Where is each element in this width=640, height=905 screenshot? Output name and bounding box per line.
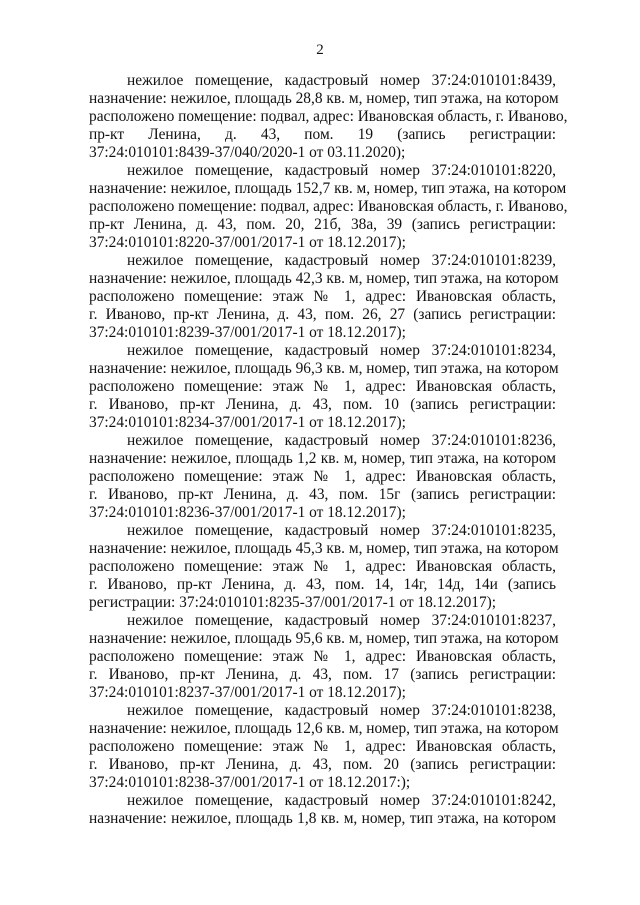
- text-line: назначение: нежилое, площадь 12,6 кв. м, номер, тип этажа, на котором: [89, 720, 559, 737]
- text-line: расположено помещение: этаж № 1, адрес: Ивановская область,: [89, 558, 556, 575]
- text-line: нежилое помещение, кадастровый номер 37:24:010101:8239,: [127, 252, 556, 269]
- text-line: расположено помещение: этаж № 1, адрес: Ивановская область,: [89, 378, 556, 395]
- text-line: г. Иваново, пр-кт Ленина, д. 43, пом. 10 (запись регистрации:: [89, 396, 556, 413]
- text-line: 37:24:010101:8236-37/001/2017-1 от 18.12.2017);: [89, 504, 406, 521]
- paragraph: [89, 522, 559, 612]
- text-line: г. Иваново, пр-кт Ленина, д. 43, пом. 26, 27 (запись регистрации:: [89, 306, 556, 323]
- text-line: 37:24:010101:8234-37/001/2017-1 от 18.12.2017);: [89, 414, 406, 431]
- text-line: нежилое помещение, кадастровый номер 37:24:010101:8235,: [127, 522, 556, 539]
- text-line: нежилое помещение, кадастровый номер 37:24:010101:8439,: [127, 72, 556, 89]
- paragraph: [89, 702, 559, 792]
- text-line: пр-кт Ленина, д. 43, пом. 20, 21б, 38а, 39 (запись регистрации:: [89, 216, 556, 233]
- paragraph: [89, 252, 559, 342]
- paragraph: [89, 792, 556, 828]
- text-line: г. Иваново, пр-кт Ленина, д. 43, пом. 15г (запись регистрации:: [89, 486, 556, 503]
- text-line: 37:24:010101:8238-37/001/2017-1 от 18.12.2017:);: [89, 774, 411, 791]
- text-line: 37:24:010101:8439-37/040/2020-1 от 03.11.2020);: [89, 144, 406, 161]
- text-line: 37:24:010101:8237-37/001/2017-1 от 18.12.2017);: [89, 684, 406, 701]
- text-line: назначение: нежилое, площадь 95,6 кв. м, номер, тип этажа, на котором: [89, 630, 559, 647]
- text-line: назначение: нежилое, площадь 152,7 кв. м, номер, тип этажа, на котором: [89, 180, 567, 197]
- paragraph: [89, 432, 556, 522]
- text-line: назначение: нежилое, площадь 1,8 кв. м, номер, тип этажа, на котором: [89, 810, 556, 827]
- paragraph: [89, 342, 559, 432]
- text-line: расположено помещение: подвал, адрес: Ивановская область, г. Иваново,: [89, 198, 568, 215]
- text-line: расположено помещение: этаж № 1, адрес: Ивановская область,: [89, 648, 556, 665]
- text-line: 37:24:010101:8220-37/001/2017-1 от 18.12.2017);: [89, 234, 406, 251]
- text-line: назначение: нежилое, площадь 42,3 кв. м, номер, тип этажа, на котором: [89, 270, 559, 287]
- paragraph: [89, 72, 568, 162]
- page-number: 2: [316, 42, 324, 58]
- document-body: [89, 72, 568, 828]
- text-line: регистрации: 37:24:010101:8235-37/001/2017-1 от 18.12.2017);: [89, 594, 497, 611]
- text-line: пр-кт Ленина, д. 43, пом. 19 (запись регистрации:: [89, 126, 556, 143]
- text-line: расположено помещение: этаж № 1, адрес: Ивановская область,: [89, 468, 556, 485]
- text-line: г. Иваново, пр-кт Ленина, д. 43, пом. 17 (запись регистрации:: [89, 666, 556, 683]
- text-line: г. Иваново, пр-кт Ленина, д. 43, пом. 14, 14г, 14д, 14и (запись: [89, 576, 556, 593]
- text-line: нежилое помещение, кадастровый номер 37:24:010101:8237,: [127, 612, 556, 629]
- text-line: нежилое помещение, кадастровый номер 37:24:010101:8220,: [127, 162, 556, 179]
- text-line: назначение: нежилое, площадь 28,8 кв. м, номер, тип этажа, на котором: [89, 90, 559, 107]
- text-line: нежилое помещение, кадастровый номер 37:24:010101:8236,: [127, 432, 556, 449]
- text-line: 37:24:010101:8239-37/001/2017-1 от 18.12.2017);: [89, 324, 406, 341]
- text-line: назначение: нежилое, площадь 45,3 кв. м, номер, тип этажа, на котором: [89, 540, 559, 557]
- paragraph: [89, 612, 559, 702]
- text-line: г. Иваново, пр-кт Ленина, д. 43, пом. 20 (запись регистрации:: [89, 756, 556, 773]
- text-line: расположено помещение: этаж № 1, адрес: Ивановская область,: [89, 288, 556, 305]
- text-line: расположено помещение: подвал, адрес: Ивановская область, г. Иваново,: [89, 108, 568, 125]
- paragraph: [89, 162, 568, 252]
- text-line: нежилое помещение, кадастровый номер 37:24:010101:8238,: [127, 702, 556, 719]
- text-line: назначение: нежилое, площадь 96,3 кв. м, номер, тип этажа, на котором: [89, 360, 559, 377]
- text-line: нежилое помещение, кадастровый номер 37:24:010101:8234,: [127, 342, 556, 359]
- text-line: нежилое помещение, кадастровый номер 37:24:010101:8242,: [127, 792, 556, 809]
- text-line: назначение: нежилое, площадь 1,2 кв. м, номер, тип этажа, на котором: [89, 450, 556, 467]
- text-line: расположено помещение: этаж № 1, адрес: Ивановская область,: [89, 738, 556, 755]
